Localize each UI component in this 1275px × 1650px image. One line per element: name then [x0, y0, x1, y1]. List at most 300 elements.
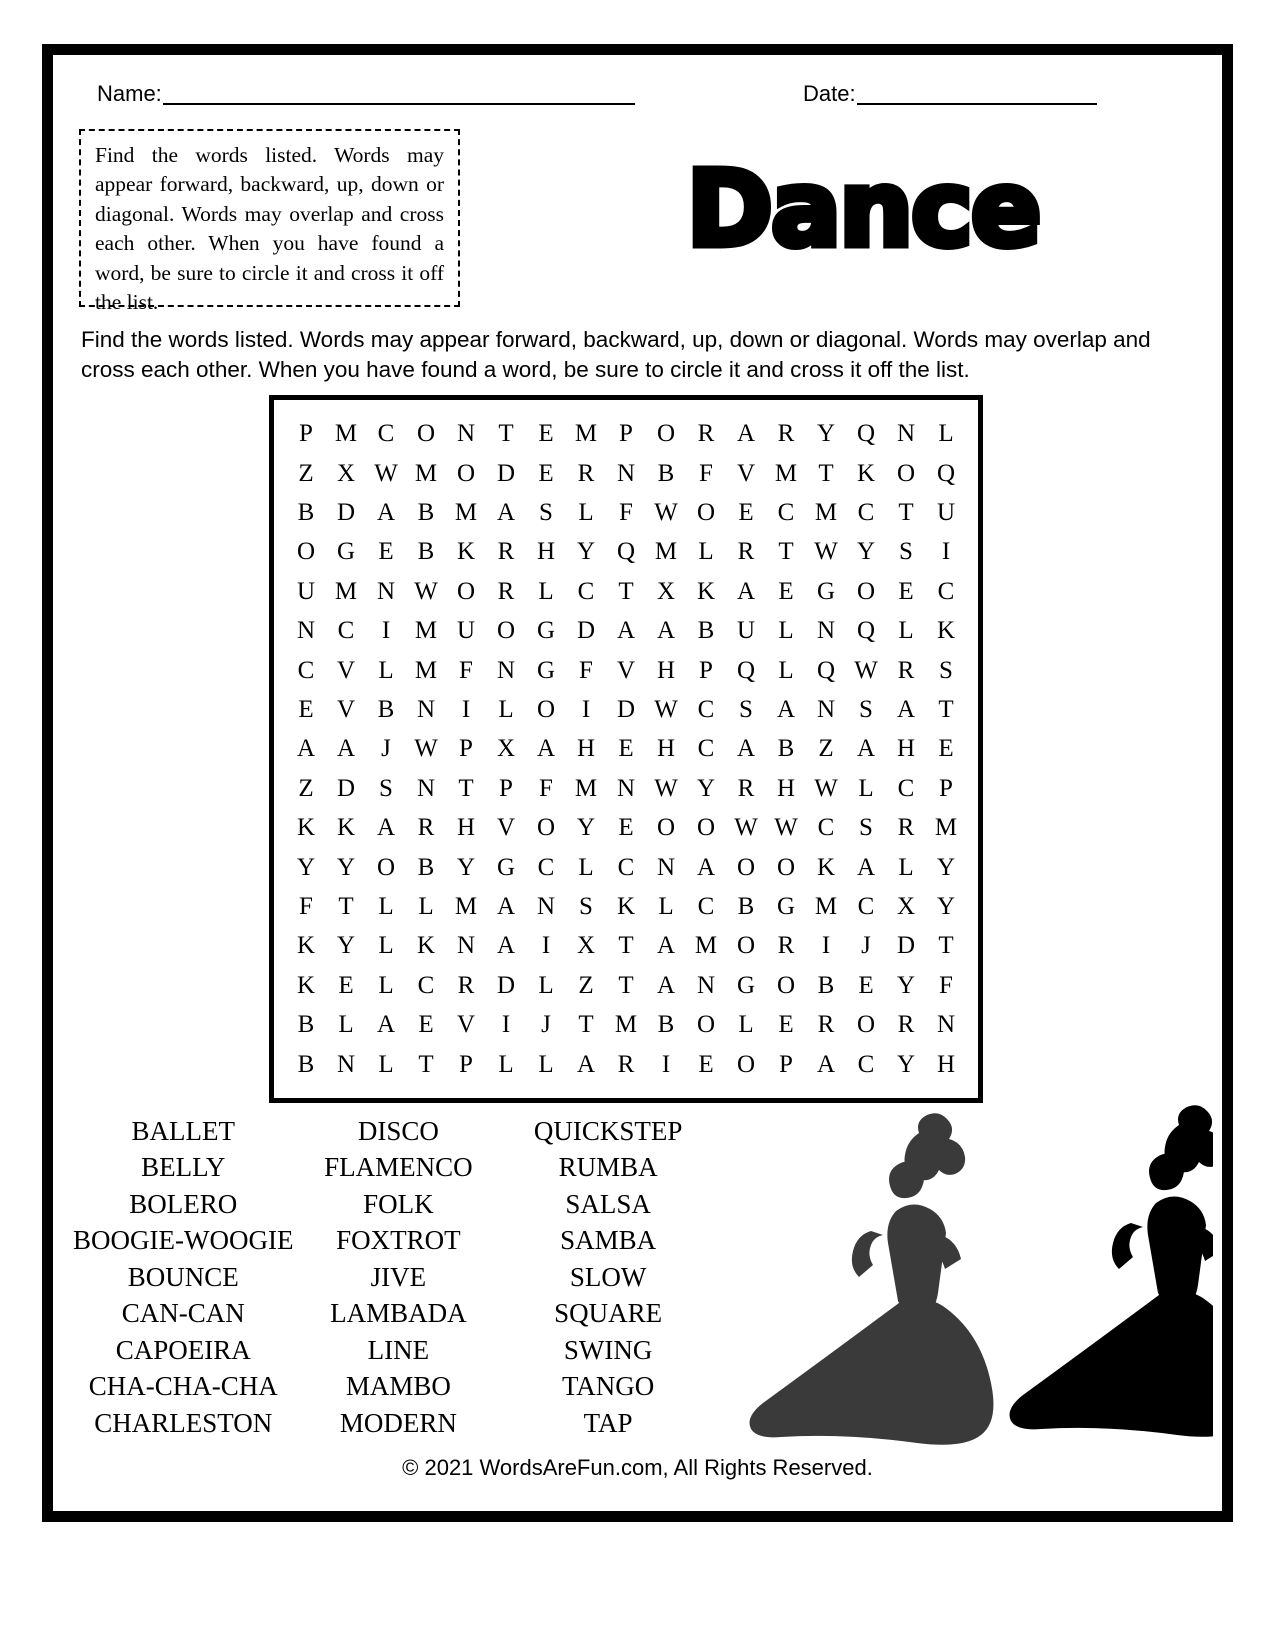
- grid-cell[interactable]: Y: [816, 420, 836, 448]
- grid-cell[interactable]: T: [778, 538, 794, 566]
- grid-cell[interactable]: E: [538, 420, 554, 448]
- grid-cell[interactable]: Z: [298, 774, 314, 802]
- grid-cell[interactable]: B: [657, 1011, 675, 1039]
- grid-cell[interactable]: R: [697, 420, 715, 448]
- grid-cell[interactable]: R: [777, 932, 795, 960]
- grid-cell[interactable]: Z: [578, 971, 594, 999]
- date-field[interactable]: [803, 83, 1097, 105]
- grid-cell[interactable]: I: [941, 538, 951, 566]
- grid-cell[interactable]: C: [297, 656, 315, 684]
- grid-cell[interactable]: E: [298, 696, 314, 724]
- grid-cell[interactable]: C: [777, 499, 795, 527]
- grid-cell[interactable]: K: [936, 617, 956, 645]
- grid-cell[interactable]: D: [496, 971, 516, 999]
- grid-cell[interactable]: C: [817, 814, 835, 842]
- grid-cell[interactable]: M: [454, 893, 478, 921]
- grid-cell[interactable]: F: [299, 893, 313, 921]
- grid-cell[interactable]: Y: [896, 1050, 916, 1078]
- grid-cell[interactable]: E: [738, 499, 754, 527]
- grid-cell[interactable]: M: [574, 420, 598, 448]
- grid-cell[interactable]: O: [416, 420, 436, 448]
- grid-cell[interactable]: R: [497, 538, 515, 566]
- word-list-item[interactable]: FOXTROT: [336, 1225, 461, 1256]
- grid-cell[interactable]: U: [456, 617, 476, 645]
- word-list-item[interactable]: TANGO: [561, 1371, 655, 1402]
- grid-cell[interactable]: L: [698, 538, 714, 566]
- grid-cell[interactable]: R: [617, 1050, 635, 1078]
- grid-cell[interactable]: B: [657, 459, 675, 487]
- grid-cell[interactable]: F: [579, 656, 593, 684]
- word-list-item[interactable]: FOLK: [363, 1188, 434, 1219]
- grid-cell[interactable]: O: [736, 932, 756, 960]
- grid-cell[interactable]: H: [576, 735, 596, 763]
- grid-cell[interactable]: A: [536, 735, 556, 763]
- grid-cell[interactable]: O: [696, 499, 716, 527]
- grid-cell[interactable]: A: [376, 499, 396, 527]
- grid-cell[interactable]: K: [696, 577, 716, 605]
- grid-cell[interactable]: U: [296, 577, 316, 605]
- grid-cell[interactable]: E: [858, 971, 874, 999]
- grid-cell[interactable]: O: [856, 1011, 876, 1039]
- grid-cell[interactable]: H: [656, 656, 676, 684]
- grid-cell[interactable]: L: [378, 1050, 394, 1078]
- grid-cell[interactable]: B: [777, 735, 795, 763]
- grid-cell[interactable]: J: [861, 932, 871, 960]
- word-list-item[interactable]: CHARLESTON: [94, 1407, 273, 1438]
- grid-cell[interactable]: B: [737, 893, 755, 921]
- grid-cell[interactable]: H: [936, 1050, 956, 1078]
- grid-cell[interactable]: J: [541, 1011, 551, 1039]
- grid-cell[interactable]: Y: [576, 814, 596, 842]
- grid-cell[interactable]: N: [456, 932, 476, 960]
- grid-cell[interactable]: C: [697, 735, 715, 763]
- grid-cell[interactable]: P: [939, 774, 953, 802]
- grid-cell[interactable]: Q: [936, 459, 956, 487]
- grid-cell[interactable]: U: [936, 499, 956, 527]
- grid-cell[interactable]: A: [576, 1050, 596, 1078]
- grid-cell[interactable]: D: [896, 932, 916, 960]
- grid-cell[interactable]: W: [374, 459, 398, 487]
- grid-cell[interactable]: E: [418, 1011, 434, 1039]
- grid-cell[interactable]: Y: [336, 932, 356, 960]
- grid-cell[interactable]: S: [899, 538, 913, 566]
- grid-cell[interactable]: L: [538, 577, 554, 605]
- grid-cell[interactable]: E: [898, 577, 914, 605]
- grid-cell[interactable]: T: [498, 420, 514, 448]
- grid-cell[interactable]: O: [736, 853, 756, 881]
- grid-cell[interactable]: O: [456, 459, 476, 487]
- grid-cell[interactable]: N: [296, 617, 316, 645]
- grid-cell[interactable]: K: [296, 971, 316, 999]
- grid-cell[interactable]: N: [536, 893, 556, 921]
- grid-cell[interactable]: F: [939, 971, 953, 999]
- word-list-item[interactable]: SQUARE: [554, 1298, 663, 1329]
- grid-cell[interactable]: O: [896, 459, 916, 487]
- grid-cell[interactable]: T: [458, 774, 474, 802]
- grid-cell[interactable]: T: [938, 932, 954, 960]
- word-list-item[interactable]: LAMBADA: [330, 1298, 467, 1329]
- grid-cell[interactable]: Q: [856, 420, 876, 448]
- grid-cell[interactable]: C: [617, 853, 635, 881]
- grid-cell[interactable]: G: [536, 617, 556, 645]
- grid-cell[interactable]: H: [536, 538, 556, 566]
- grid-cell[interactable]: A: [296, 735, 316, 763]
- grid-cell[interactable]: Y: [456, 853, 476, 881]
- grid-cell[interactable]: K: [456, 538, 476, 566]
- grid-cell[interactable]: R: [777, 420, 795, 448]
- grid-cell[interactable]: E: [618, 735, 634, 763]
- grid-cell[interactable]: Y: [936, 893, 956, 921]
- grid-cell[interactable]: T: [618, 577, 634, 605]
- grid-cell[interactable]: K: [336, 814, 356, 842]
- grid-cell[interactable]: N: [616, 774, 636, 802]
- grid-cell[interactable]: O: [696, 814, 716, 842]
- grid-cell[interactable]: C: [577, 577, 595, 605]
- grid-cell[interactable]: S: [379, 774, 393, 802]
- grid-cell[interactable]: F: [619, 499, 633, 527]
- grid-cell[interactable]: I: [541, 932, 551, 960]
- grid-cell[interactable]: X: [496, 735, 516, 763]
- grid-cell[interactable]: W: [414, 577, 438, 605]
- grid-cell[interactable]: A: [496, 932, 516, 960]
- grid-cell[interactable]: L: [658, 893, 674, 921]
- grid-cell[interactable]: A: [376, 1011, 396, 1039]
- word-list-item[interactable]: SLOW: [569, 1261, 647, 1292]
- grid-cell[interactable]: N: [656, 853, 676, 881]
- word-list-item[interactable]: MAMBO: [345, 1371, 451, 1402]
- word-list-item[interactable]: BOLERO: [129, 1188, 238, 1219]
- grid-cell[interactable]: W: [654, 774, 678, 802]
- grid-cell[interactable]: I: [501, 1011, 511, 1039]
- grid-cell[interactable]: B: [297, 499, 315, 527]
- grid-cell[interactable]: V: [336, 696, 356, 724]
- grid-cell[interactable]: Y: [856, 538, 876, 566]
- grid-cell[interactable]: A: [856, 853, 876, 881]
- grid-cell[interactable]: N: [896, 420, 916, 448]
- grid-cell[interactable]: N: [416, 696, 436, 724]
- grid-cell[interactable]: I: [661, 1050, 671, 1078]
- grid-cell[interactable]: M: [414, 656, 438, 684]
- grid-cell[interactable]: I: [821, 932, 831, 960]
- grid-cell[interactable]: L: [378, 971, 394, 999]
- grid-cell[interactable]: Y: [936, 853, 956, 881]
- grid-cell[interactable]: C: [697, 893, 715, 921]
- grid-cell[interactable]: T: [618, 932, 634, 960]
- grid-cell[interactable]: T: [898, 499, 914, 527]
- grid-cell[interactable]: D: [336, 499, 356, 527]
- name-field[interactable]: [97, 83, 635, 105]
- grid-cell[interactable]: E: [338, 971, 354, 999]
- grid-cell[interactable]: M: [334, 420, 358, 448]
- grid-cell[interactable]: D: [496, 459, 516, 487]
- grid-cell[interactable]: O: [656, 814, 676, 842]
- grid-cell[interactable]: V: [496, 814, 516, 842]
- grid-cell[interactable]: A: [656, 971, 676, 999]
- grid-cell[interactable]: L: [778, 617, 794, 645]
- word-list-item[interactable]: JIVE: [370, 1261, 427, 1292]
- grid-cell[interactable]: L: [538, 1050, 554, 1078]
- grid-cell[interactable]: R: [457, 971, 475, 999]
- word-list-item[interactable]: BELLY: [141, 1152, 226, 1183]
- grid-cell[interactable]: M: [414, 459, 438, 487]
- grid-cell[interactable]: C: [857, 893, 875, 921]
- word-list-item[interactable]: SALSA: [565, 1188, 651, 1219]
- grid-cell[interactable]: B: [297, 1050, 315, 1078]
- grid-cell[interactable]: R: [737, 538, 755, 566]
- grid-cell[interactable]: L: [858, 774, 874, 802]
- word-list-item[interactable]: MODERN: [339, 1407, 457, 1438]
- grid-cell[interactable]: Y: [576, 538, 596, 566]
- grid-cell[interactable]: W: [814, 774, 838, 802]
- grid-cell[interactable]: L: [578, 499, 594, 527]
- grid-cell[interactable]: K: [296, 814, 316, 842]
- grid-cell[interactable]: A: [656, 932, 676, 960]
- grid-cell[interactable]: R: [817, 1011, 835, 1039]
- grid-cell[interactable]: R: [737, 774, 755, 802]
- word-list-item[interactable]: TAP: [583, 1407, 633, 1438]
- grid-cell[interactable]: B: [417, 853, 435, 881]
- grid-cell[interactable]: R: [897, 1011, 915, 1039]
- grid-cell[interactable]: G: [736, 971, 756, 999]
- grid-cell[interactable]: L: [578, 853, 594, 881]
- grid-cell[interactable]: A: [736, 420, 756, 448]
- grid-cell[interactable]: N: [816, 696, 836, 724]
- grid-cell[interactable]: T: [618, 971, 634, 999]
- grid-cell[interactable]: X: [576, 932, 596, 960]
- grid-cell[interactable]: T: [578, 1011, 594, 1039]
- grid-cell[interactable]: G: [816, 577, 836, 605]
- grid-cell[interactable]: Y: [336, 853, 356, 881]
- grid-cell[interactable]: D: [576, 617, 596, 645]
- grid-cell[interactable]: W: [854, 656, 878, 684]
- grid-cell[interactable]: L: [418, 893, 434, 921]
- grid-cell[interactable]: W: [734, 814, 758, 842]
- grid-cell[interactable]: N: [696, 971, 716, 999]
- grid-cell[interactable]: G: [496, 853, 516, 881]
- grid-cell[interactable]: B: [377, 696, 395, 724]
- grid-cell[interactable]: M: [414, 617, 438, 645]
- grid-cell[interactable]: K: [856, 459, 876, 487]
- grid-cell[interactable]: D: [616, 696, 636, 724]
- grid-cell[interactable]: N: [616, 459, 636, 487]
- grid-cell[interactable]: O: [696, 1011, 716, 1039]
- grid-cell[interactable]: Q: [856, 617, 876, 645]
- grid-cell[interactable]: A: [696, 853, 716, 881]
- grid-cell[interactable]: Q: [616, 538, 636, 566]
- grid-cell[interactable]: R: [897, 656, 915, 684]
- grid-cell[interactable]: O: [776, 853, 796, 881]
- grid-cell[interactable]: K: [616, 893, 636, 921]
- grid-cell[interactable]: H: [656, 735, 676, 763]
- grid-cell[interactable]: G: [776, 893, 796, 921]
- word-list-item[interactable]: RUMBA: [558, 1152, 658, 1183]
- grid-cell[interactable]: N: [376, 577, 396, 605]
- grid-cell[interactable]: L: [498, 696, 514, 724]
- grid-cell[interactable]: M: [934, 814, 958, 842]
- grid-cell[interactable]: N: [936, 1011, 956, 1039]
- grid-cell[interactable]: B: [817, 971, 835, 999]
- word-list-item[interactable]: BOOGIE-WOOGIE: [73, 1225, 294, 1256]
- word-list-item[interactable]: SAMBA: [560, 1225, 657, 1256]
- grid-cell[interactable]: L: [498, 1050, 514, 1078]
- grid-cell[interactable]: V: [616, 656, 636, 684]
- grid-cell[interactable]: P: [699, 656, 713, 684]
- grid-cell[interactable]: M: [774, 459, 798, 487]
- grid-cell[interactable]: N: [496, 656, 516, 684]
- grid-cell[interactable]: F: [539, 774, 553, 802]
- word-list-item[interactable]: FLAMENCO: [324, 1152, 473, 1183]
- grid-cell[interactable]: L: [938, 420, 954, 448]
- grid-cell[interactable]: E: [778, 1011, 794, 1039]
- grid-cell[interactable]: V: [336, 656, 356, 684]
- grid-cell[interactable]: O: [536, 696, 556, 724]
- grid-cell[interactable]: V: [456, 1011, 476, 1039]
- grid-cell[interactable]: M: [814, 893, 838, 921]
- grid-cell[interactable]: W: [654, 499, 678, 527]
- grid-cell[interactable]: O: [496, 617, 516, 645]
- grid-cell[interactable]: B: [417, 538, 435, 566]
- grid-cell[interactable]: A: [336, 735, 356, 763]
- grid-cell[interactable]: P: [779, 1050, 793, 1078]
- grid-cell[interactable]: Q: [816, 656, 836, 684]
- grid-cell[interactable]: A: [776, 696, 796, 724]
- grid-cell[interactable]: T: [938, 696, 954, 724]
- grid-cell[interactable]: S: [739, 696, 753, 724]
- grid-cell[interactable]: O: [536, 814, 556, 842]
- grid-cell[interactable]: N: [456, 420, 476, 448]
- grid-cell[interactable]: A: [376, 814, 396, 842]
- grid-cell[interactable]: D: [336, 774, 356, 802]
- grid-cell[interactable]: U: [736, 617, 756, 645]
- grid-cell[interactable]: M: [574, 774, 598, 802]
- grid-cell[interactable]: O: [736, 1050, 756, 1078]
- word-list-item[interactable]: CHA-CHA-CHA: [88, 1371, 278, 1402]
- word-list-item[interactable]: LINE: [367, 1334, 430, 1365]
- grid-cell[interactable]: I: [461, 696, 471, 724]
- grid-cell[interactable]: M: [694, 932, 718, 960]
- word-list-item[interactable]: CAN-CAN: [121, 1298, 245, 1329]
- grid-cell[interactable]: L: [378, 893, 394, 921]
- name-write-line[interactable]: [163, 85, 635, 105]
- grid-cell[interactable]: N: [336, 1050, 356, 1078]
- grid-cell[interactable]: B: [297, 1011, 315, 1039]
- grid-cell[interactable]: H: [776, 774, 796, 802]
- grid-cell[interactable]: M: [814, 499, 838, 527]
- grid-cell[interactable]: L: [538, 971, 554, 999]
- grid-cell[interactable]: A: [736, 735, 756, 763]
- grid-cell[interactable]: C: [417, 971, 435, 999]
- grid-cell[interactable]: C: [377, 420, 395, 448]
- grid-cell[interactable]: A: [656, 617, 676, 645]
- grid-cell[interactable]: C: [897, 774, 915, 802]
- grid-cell[interactable]: Y: [696, 774, 716, 802]
- grid-cell[interactable]: O: [376, 853, 396, 881]
- grid-cell[interactable]: P: [459, 1050, 473, 1078]
- grid-cell[interactable]: M: [454, 499, 478, 527]
- grid-cell[interactable]: X: [336, 459, 356, 487]
- grid-cell[interactable]: X: [656, 577, 676, 605]
- grid-cell[interactable]: Q: [736, 656, 756, 684]
- grid-cell[interactable]: T: [338, 893, 354, 921]
- grid-cell[interactable]: Y: [896, 971, 916, 999]
- grid-cell[interactable]: W: [814, 538, 838, 566]
- grid-cell[interactable]: H: [896, 735, 916, 763]
- grid-cell[interactable]: A: [816, 1050, 836, 1078]
- grid-cell[interactable]: S: [859, 696, 873, 724]
- grid-cell[interactable]: C: [857, 499, 875, 527]
- word-list-item[interactable]: QUICKSTEP: [533, 1116, 683, 1146]
- word-list-item[interactable]: SWING: [563, 1334, 653, 1365]
- word-list-item[interactable]: CAPOEIRA: [115, 1334, 251, 1365]
- grid-cell[interactable]: C: [537, 853, 555, 881]
- grid-cell[interactable]: E: [938, 735, 954, 763]
- grid-cell[interactable]: O: [656, 420, 676, 448]
- grid-cell[interactable]: R: [417, 814, 435, 842]
- date-write-line[interactable]: [857, 85, 1097, 105]
- grid-cell[interactable]: L: [738, 1011, 754, 1039]
- grid-cell[interactable]: C: [857, 1050, 875, 1078]
- grid-cell[interactable]: W: [414, 735, 438, 763]
- grid-cell[interactable]: L: [378, 656, 394, 684]
- grid-cell[interactable]: W: [774, 814, 798, 842]
- grid-cell[interactable]: L: [898, 853, 914, 881]
- grid-cell[interactable]: G: [336, 538, 356, 566]
- grid-cell[interactable]: T: [418, 1050, 434, 1078]
- grid-cell[interactable]: M: [614, 1011, 638, 1039]
- grid-cell[interactable]: E: [698, 1050, 714, 1078]
- grid-cell[interactable]: A: [496, 893, 516, 921]
- grid-cell[interactable]: L: [898, 617, 914, 645]
- grid-cell[interactable]: A: [896, 696, 916, 724]
- grid-cell[interactable]: O: [456, 577, 476, 605]
- grid-cell[interactable]: K: [296, 932, 316, 960]
- grid-cell[interactable]: R: [897, 814, 915, 842]
- grid-cell[interactable]: F: [459, 656, 473, 684]
- grid-cell[interactable]: Y: [296, 853, 316, 881]
- grid-cell[interactable]: P: [459, 735, 473, 763]
- grid-cell[interactable]: S: [939, 656, 953, 684]
- grid-cell[interactable]: O: [776, 971, 796, 999]
- grid-cell[interactable]: E: [778, 577, 794, 605]
- grid-cell[interactable]: N: [816, 617, 836, 645]
- grid-cell[interactable]: E: [538, 459, 554, 487]
- grid-cell[interactable]: Z: [818, 735, 834, 763]
- grid-cell[interactable]: E: [378, 538, 394, 566]
- grid-cell[interactable]: I: [381, 617, 391, 645]
- grid-cell[interactable]: O: [856, 577, 876, 605]
- grid-cell[interactable]: L: [378, 932, 394, 960]
- grid-cell[interactable]: F: [699, 459, 713, 487]
- grid-cell[interactable]: A: [736, 577, 756, 605]
- grid-cell[interactable]: R: [497, 577, 515, 605]
- grid-cell[interactable]: O: [296, 538, 316, 566]
- grid-cell[interactable]: W: [654, 696, 678, 724]
- grid-cell[interactable]: T: [818, 459, 834, 487]
- grid-cell[interactable]: S: [539, 499, 553, 527]
- grid-cell[interactable]: A: [856, 735, 876, 763]
- grid-cell[interactable]: Z: [298, 459, 314, 487]
- grid-cell[interactable]: M: [334, 577, 358, 605]
- grid-cell[interactable]: K: [416, 932, 436, 960]
- grid-cell[interactable]: B: [697, 617, 715, 645]
- grid-cell[interactable]: V: [736, 459, 756, 487]
- grid-cell[interactable]: P: [619, 420, 633, 448]
- word-list-item[interactable]: BALLET: [131, 1116, 235, 1146]
- grid-cell[interactable]: A: [496, 499, 516, 527]
- grid-cell[interactable]: I: [581, 696, 591, 724]
- word-list-item[interactable]: BOUNCE: [127, 1261, 239, 1292]
- grid-cell[interactable]: E: [618, 814, 634, 842]
